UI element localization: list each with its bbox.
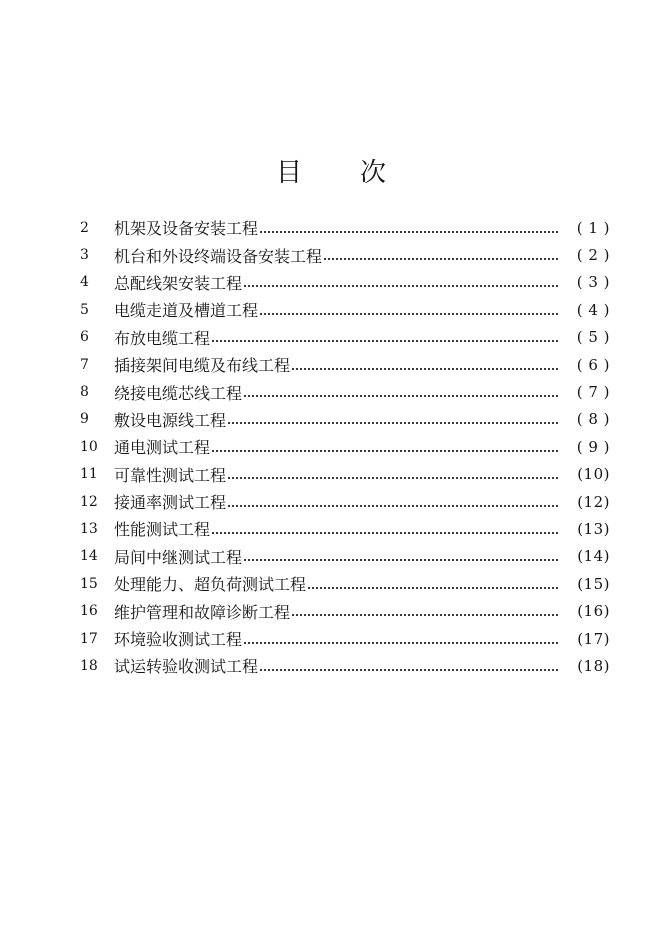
toc-entry-page: ( 7 ) xyxy=(576,383,610,402)
dot-leader xyxy=(260,231,558,233)
toc-entry-number: 5 xyxy=(80,301,89,318)
toc-entry-page: (10) xyxy=(577,465,610,484)
title-char-2: 次 xyxy=(360,158,387,188)
toc-entry-page: ( 9 ) xyxy=(576,437,610,456)
toc-entry-page: ( 5 ) xyxy=(576,328,610,347)
dot-leader xyxy=(244,395,558,397)
toc-entry[interactable] xyxy=(80,378,610,405)
toc-entry-title: 环境验收测试工程 xyxy=(114,630,243,650)
toc-entry-number: 12 xyxy=(80,493,98,510)
toc-entry-number: 11 xyxy=(80,466,98,483)
toc-entry-page: (16) xyxy=(577,602,610,621)
toc-entry-title: 机架及设备安装工程 xyxy=(114,219,259,239)
toc-entry-page: (13) xyxy=(577,519,610,538)
toc-entry-title: 维护管理和故障诊断工程 xyxy=(114,602,291,622)
toc-entry-number: 7 xyxy=(80,356,89,373)
toc-entry-number: 8 xyxy=(80,384,89,401)
toc-entry[interactable] xyxy=(80,296,610,323)
toc-entry-title: 通电测试工程 xyxy=(114,438,211,458)
toc-entry-page: (12) xyxy=(577,492,610,511)
page-title xyxy=(0,152,662,189)
toc-entry-title: 试运转验收测试工程 xyxy=(114,657,259,677)
toc-entry-page: (18) xyxy=(577,656,610,675)
toc-entry[interactable] xyxy=(80,543,610,570)
toc-entry-number: 13 xyxy=(80,520,98,537)
toc-entry-title: 可靠性测试工程 xyxy=(114,465,227,485)
toc-entry-title: 布放电缆工程 xyxy=(114,328,211,348)
toc-entry[interactable] xyxy=(80,570,610,597)
toc-entry-number: 2 xyxy=(80,219,89,236)
dot-leader xyxy=(228,477,558,479)
toc-entry-page: ( 2 ) xyxy=(576,246,610,265)
toc-entry[interactable] xyxy=(80,488,610,515)
toc-entry-page: (14) xyxy=(577,547,610,566)
toc-entry-title: 敷设电源线工程 xyxy=(114,410,227,430)
toc-entry-number: 3 xyxy=(80,247,89,264)
title-char-1: 目 xyxy=(275,158,302,188)
dot-leader xyxy=(212,340,558,342)
toc-entry-number: 9 xyxy=(80,411,89,428)
toc-entry-number: 17 xyxy=(80,630,98,647)
toc-entry-title: 总配线架安装工程 xyxy=(114,273,243,293)
dot-leader xyxy=(292,614,558,616)
toc-entry-number: 10 xyxy=(80,438,98,455)
toc-entry-number: 6 xyxy=(80,329,89,346)
toc-entry-title: 性能测试工程 xyxy=(114,520,211,540)
toc-entry-number: 16 xyxy=(80,603,98,620)
toc-entry-title: 局间中继测试工程 xyxy=(114,547,243,567)
toc-entry[interactable] xyxy=(80,625,610,652)
toc-entry[interactable] xyxy=(80,461,610,488)
toc-entry[interactable] xyxy=(80,406,610,433)
toc-entry[interactable] xyxy=(80,433,610,460)
dot-leader xyxy=(228,422,558,424)
dot-leader xyxy=(260,669,558,671)
dot-leader xyxy=(324,258,558,260)
toc-entry[interactable] xyxy=(80,324,610,351)
dot-leader xyxy=(308,587,558,589)
toc-entry[interactable] xyxy=(80,241,610,268)
table-of-contents xyxy=(80,214,610,680)
toc-entry[interactable] xyxy=(80,351,610,378)
toc-entry-number: 18 xyxy=(80,657,98,674)
dot-leader xyxy=(244,285,558,287)
toc-entry-page: ( 8 ) xyxy=(576,410,610,429)
toc-entry-page: ( 6 ) xyxy=(576,355,610,374)
dot-leader xyxy=(260,313,558,315)
toc-entry-title: 接通率测试工程 xyxy=(114,493,227,513)
toc-entry[interactable] xyxy=(80,597,610,624)
toc-entry-number: 14 xyxy=(80,548,98,565)
toc-entry-number: 4 xyxy=(80,274,89,291)
toc-entry-page: ( 4 ) xyxy=(576,300,610,319)
dot-leader xyxy=(292,368,558,370)
toc-entry-page: (15) xyxy=(577,574,610,593)
toc-entry[interactable] xyxy=(80,214,610,241)
dot-leader xyxy=(244,559,558,561)
toc-entry-number: 15 xyxy=(80,575,98,592)
toc-entry[interactable] xyxy=(80,652,610,679)
toc-entry-page: ( 1 ) xyxy=(576,218,610,237)
toc-entry-title: 电缆走道及槽道工程 xyxy=(114,301,259,321)
toc-entry-title: 插接架间电缆及布线工程 xyxy=(114,356,291,376)
toc-entry-title: 绕接电缆芯线工程 xyxy=(114,383,243,403)
dot-leader xyxy=(244,642,558,644)
toc-entry[interactable] xyxy=(80,515,610,542)
dot-leader xyxy=(228,505,558,507)
toc-entry-page: ( 3 ) xyxy=(576,273,610,292)
toc-entry-page: (17) xyxy=(577,629,610,648)
dot-leader xyxy=(212,532,558,534)
dot-leader xyxy=(212,450,558,452)
toc-entry-title: 机台和外设终端设备安装工程 xyxy=(114,246,323,266)
toc-entry-title: 处理能力、超负荷测试工程 xyxy=(114,575,307,595)
toc-entry[interactable] xyxy=(80,269,610,296)
